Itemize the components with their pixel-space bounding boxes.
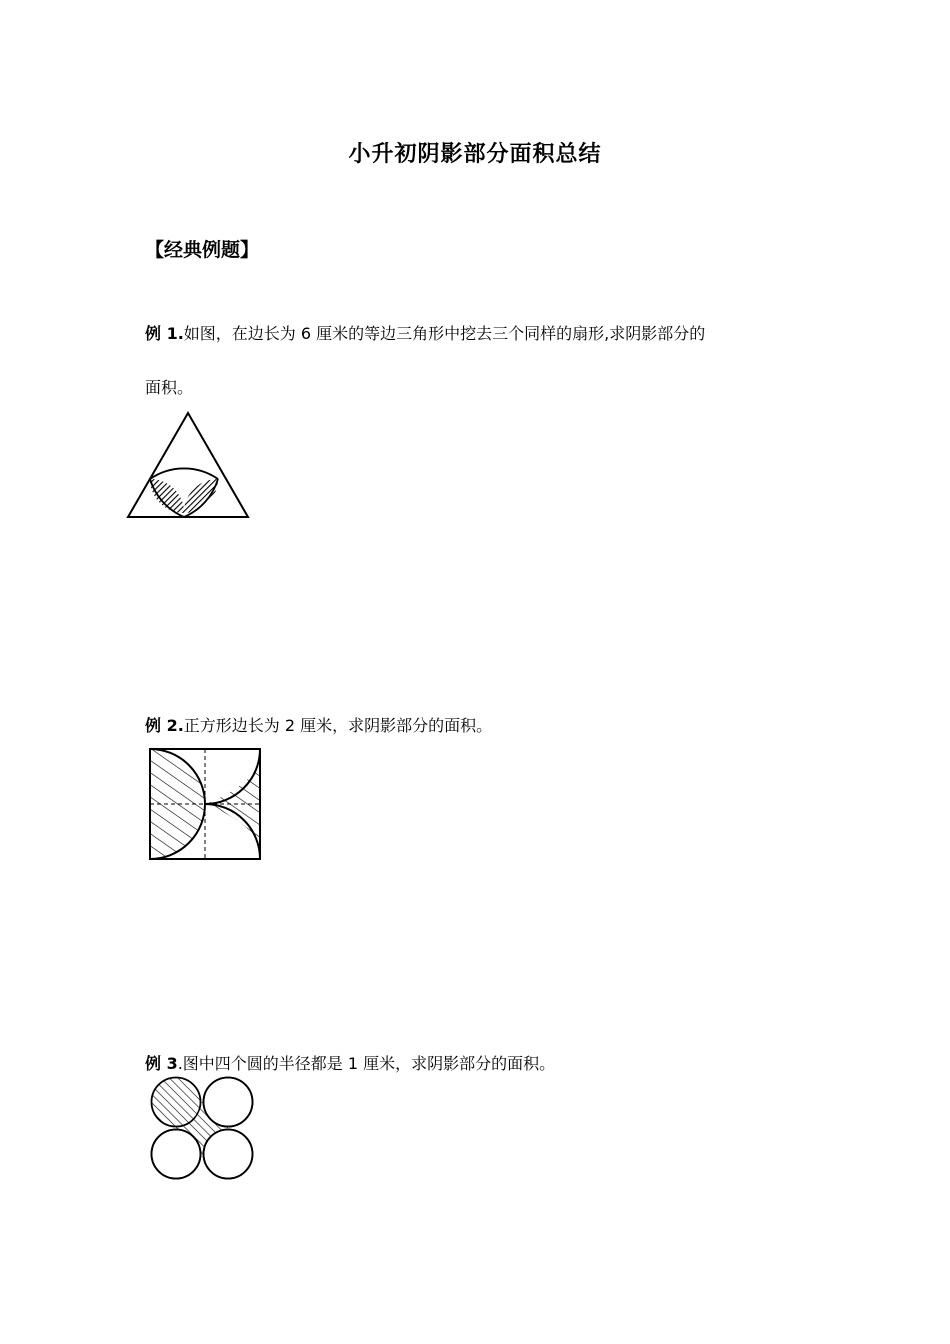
figure-1-triangle <box>120 405 260 530</box>
problem-1-line1: 如图，在边长为 6 厘米的等边三角形中挖去三个同样的扇形,求阴影部分的 <box>183 324 706 343</box>
problem-3-label: 例 3 <box>145 1054 178 1073</box>
problem-2-body: 正方形边长为 2 厘米，求阴影部分的面积。 <box>183 716 493 735</box>
problem-3-body: .图中四个圆的半径都是 1 厘米，求阴影部分的面积。 <box>177 1054 556 1073</box>
circle-top-left <box>152 1078 201 1127</box>
problem-2-text <box>145 716 492 736</box>
problem-3-text <box>145 1054 555 1074</box>
page-title: 小升初阴影部分面积总结 <box>348 142 602 167</box>
section-heading: 【经典例题】 <box>145 239 260 261</box>
figure-3-circles <box>150 1076 256 1180</box>
problem-1-text-cont <box>145 378 193 398</box>
problem-1-line2: 面积。 <box>145 378 194 397</box>
problem-1-text <box>145 324 705 344</box>
figure-2-square <box>148 747 264 861</box>
problem-1-label: 例 1. <box>145 324 184 343</box>
problem-2-label: 例 2. <box>145 716 184 735</box>
